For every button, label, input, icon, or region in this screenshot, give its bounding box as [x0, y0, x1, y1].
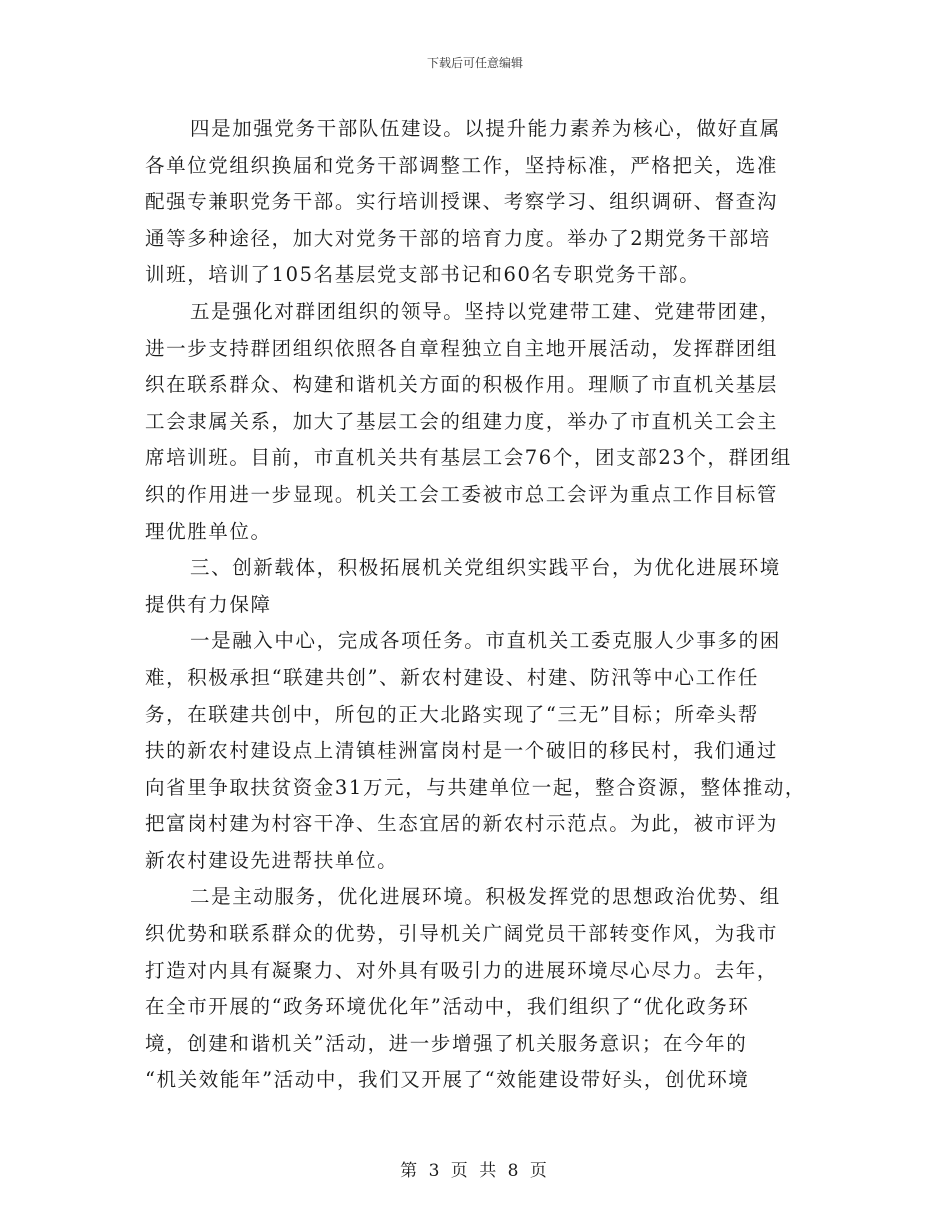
- paragraph-line: 在全市开展的“政务环境优化年”活动中，我们组织了“优化政务环: [145, 995, 750, 1019]
- paragraph-line: 一是融入中心，完成各项任务。市直机关工委克服人少事多的困: [190, 629, 781, 653]
- paragraph-line: “机关效能年”活动中，我们又开展了“效能建设带好头，创优环境: [145, 1068, 750, 1092]
- paragraph-line: 把富岗村建为村容干净、生态宜居的新农村示范点。为此，被市评为: [145, 812, 779, 836]
- paragraph-line: 四是加强党务干部队伍建设。以提升能力素养为核心，做好直属: [190, 117, 781, 140]
- section-heading-line: 提供有力保障: [145, 592, 272, 616]
- paragraph-line: 训班，培训了105名基层党支部书记和60名专职党务干部。: [145, 263, 701, 287]
- paragraph-line: 理优胜单位。: [145, 519, 272, 543]
- paragraph-line: 五是强化对群团组织的领导。坚持以党建带工建、党建带团建，: [190, 299, 781, 323]
- paragraph-line: 织优势和联系群众的优势，引导机关广阔党员干部转变作风，为我市: [145, 922, 779, 946]
- document-body: [145, 111, 813, 1099]
- paragraph-line: 各单位党组织换届和党务干部调整工作，坚持标准，严格把关，选准: [145, 153, 779, 177]
- paragraph-line: 务，在联建共创中，所包的正大北路实现了“三无”目标；所牵头帮: [145, 702, 759, 726]
- paragraph-line: 境，创建和谐机关”活动，进一步增强了机关服务意识；在今年的: [145, 1031, 748, 1055]
- paragraph-line: 工会隶属关系，加大了基层工会的组建力度，举办了市直机关工会主: [145, 409, 779, 433]
- paragraph-line: 新农村建设先进帮扶单位。: [145, 848, 399, 872]
- paragraph-line: 打造对内具有凝聚力、对外具有吸引力的进展环境尽心尽力。去年，: [145, 958, 779, 982]
- paragraph-line: 配强专兼职党务干部。实行培训授课、考察学习、组织调研、督查沟: [145, 190, 779, 214]
- paragraph-line: 织的作用进一步显现。机关工会工委被市总工会评为重点工作目标管: [145, 482, 779, 506]
- paragraph-line: 通等多种途径，加大对党务干部的培育力度。举办了2期党务干部培: [145, 226, 771, 250]
- paragraph-line: 席培训班。目前，市直机关共有基层工会76个，团支部23个，群团组: [145, 446, 792, 470]
- paragraph-line: 二是主动服务，优化进展环境。积极发挥党的思想政治优势、组: [190, 885, 781, 909]
- page-number-footer: 第 3 页 共 8 页: [400, 1161, 550, 1181]
- paragraph-line: 织在联系群众、构建和谐机关方面的积极作用。理顺了市直机关基层: [145, 373, 779, 397]
- page-header-note: 下载后可任意编辑: [426, 56, 523, 70]
- paragraph-line: 进一步支持群团组织依照各自章程独立自主地开展活动，发挥群团组: [145, 336, 779, 360]
- paragraph-line: 难，积极承担“联建共创”、新农村建设、村建、防汛等中心工作任: [145, 665, 759, 689]
- paragraph-line: 扶的新农村建设点上清镇桂洲富岗村是一个破旧的移民村，我们通过: [145, 739, 779, 763]
- paragraph-line: 向省里争取扶贫资金31万元，与共建单位一起，整合资源，整体推动，: [145, 775, 807, 799]
- section-heading-line: 三、创新载体，积极拓展机关党组织实践平台，为优化进展环境: [190, 556, 781, 580]
